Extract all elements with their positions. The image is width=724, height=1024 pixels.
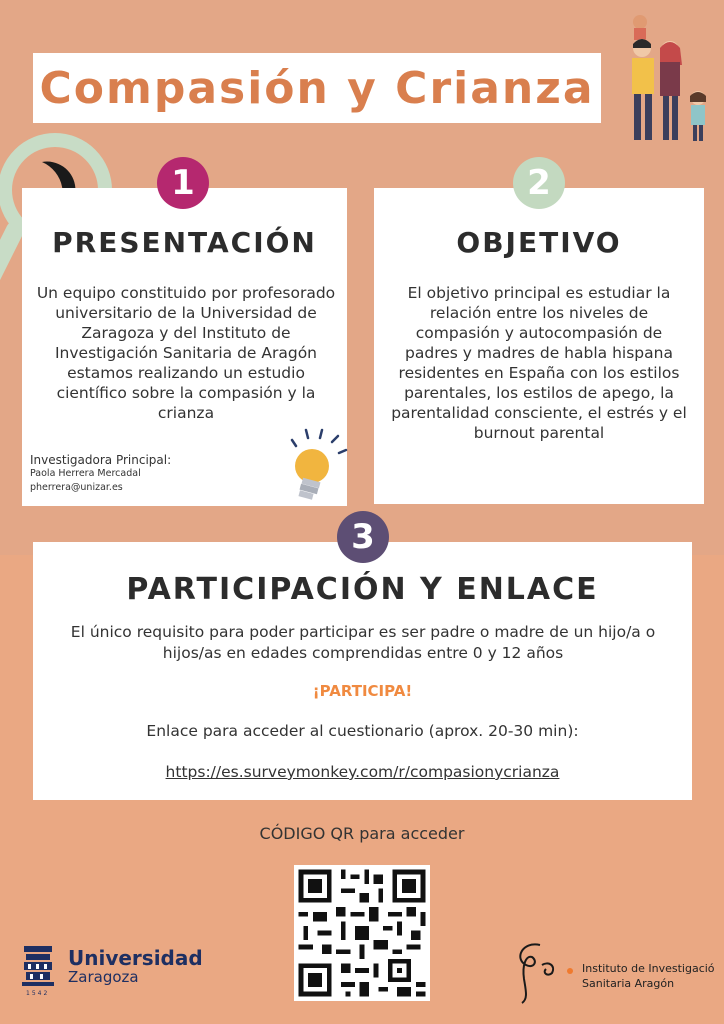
participation-text: El único requisito para poder participar es ser padre o madre de un hijo/a o hijos/as en edades comprendidas entre 0 y 12 años [70,623,656,662]
title-banner [33,53,601,123]
participation-card [33,542,692,800]
investigator-info [30,453,171,495]
university-logo [20,944,220,1002]
presentation-card [22,188,347,506]
participation-heading: PARTICIPACIÓN Y ENLACE [126,572,599,607]
section-number-2: 2 [513,157,565,209]
objective-text: El objetivo principal es estudiar la relación entre los niveles de compasión y autocompasión de padres y madres de habla hispana residentes en España con los estilos parentales, los estilos de apego, la parentalidad consciente, el estrés y el burnout parental [391,284,687,442]
investigator-email: pherrera@unizar.es [30,482,123,493]
page-title: Compasión y Crianza [39,62,595,114]
survey-link[interactable]: https://es.surveymonkey.com/r/compasionycrianza [165,763,560,781]
qr-label: CÓDIGO QR para acceder [259,824,465,843]
investigator-title: Investigadora Principal: [30,453,172,467]
institute-signature-icon [512,935,576,1007]
university-name: Universidad [68,946,203,970]
participate-cta: ¡PARTICIPA! [312,682,413,700]
section-number-1: 1 [157,157,209,209]
presentation-heading: PRESENTACIÓN [52,226,317,259]
qr-code[interactable] [294,865,430,1001]
section-number-3: 3 [337,511,389,563]
lightbulb-icon [284,428,354,503]
presentation-text: Un equipo constituido por profesorado universitario de la Universidad de Zaragoza y del Instituto de Investigación Sanitaria de Aragón estamos realizando un estudio científico sobre la compasión y la crianza [36,284,336,422]
institute-name-line2: Sanitaria Aragón [582,977,675,990]
objective-card [374,188,704,504]
university-year: 1542 [26,990,50,997]
institute-logo [512,935,715,1007]
investigator-name: Paola Herrera Mercadal [30,468,141,479]
objective-heading: OBJETIVO [456,226,622,259]
link-label: Enlace para acceder al cuestionario (aprox. 20-30 min): [146,722,579,740]
family-illustration [620,10,715,145]
institute-name-line1: Instituto de Investigació [582,962,715,975]
university-city: Zaragoza [68,968,139,986]
